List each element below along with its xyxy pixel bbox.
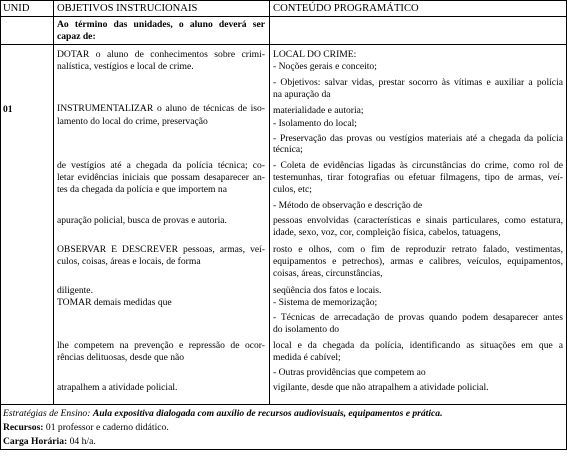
objetivo-line: letar evidências iniciais que possam desaparecer an-	[57, 172, 265, 183]
conteudo-line: - Isolamento do local;	[273, 118, 357, 129]
conteudo-line: coisas, áreas, circunstâncias,	[273, 268, 383, 279]
conteudo-line: LOCAL DO CRIME:	[273, 49, 357, 60]
conteudo-line: do isolamento do	[273, 324, 340, 335]
objetivo-line: diligente.	[57, 285, 93, 296]
conteudo-line: na apuração da	[273, 89, 331, 100]
intro-row-bottom-border	[0, 44, 567, 45]
objetivo-line: tes da chegada da polícia e que importem na	[57, 184, 227, 195]
objetivo-line: nalística, vestígios e local de crime.	[57, 61, 194, 72]
conteudo-line: - Sistema de memorização;	[273, 297, 378, 308]
conteudo-line: culos, etc;	[273, 184, 312, 195]
conteudo-line: vigilante, desde que não atrapalhem a atividade policial.	[273, 382, 489, 393]
conteudo-line: pessoas envolvidas (características e sinais particulares, como estatura,	[273, 215, 563, 226]
estrategias-line	[3, 408, 442, 419]
objetivo-line: apuração policial, busca de provas e autoria.	[57, 215, 227, 226]
header-unid: UNID	[3, 3, 30, 14]
header-bottom-border	[0, 16, 567, 17]
conteudo-line: - Preservação das provas ou vestígios materiais até a chegada da polícia	[273, 133, 563, 144]
objetivo-line: de vestígios até a chegada da polícia técnica; co-	[57, 160, 265, 171]
conteudo-line: local e da chegada da polícia, identificando as situações em que a	[273, 340, 563, 351]
conteudo-line: - Técnicas de arrecadação de provas quando podem desaparecer antes	[273, 312, 563, 323]
table-left-border	[0, 0, 1, 450]
conteudo-line: técnica;	[273, 144, 303, 155]
col-divider-unid	[53, 0, 54, 405]
objetivo-line: atrapalhem a atividade policial.	[57, 382, 178, 393]
objetivo-line: INSTRUMENTALIZAR o aluno de técnicas de iso-	[57, 103, 265, 114]
header-conteudo: CONTEÚDO PROGRAMÁTICO	[273, 3, 419, 14]
objetivo-line: OBSERVAR E DESCREVER pessoas, armas, veí-	[57, 244, 265, 255]
footer-bottom-border	[0, 449, 567, 450]
objetivo-line: lhe competem na prevenção e repressão de ocor-	[57, 340, 265, 351]
carga-horaria-text: 04 h/a.	[69, 436, 96, 447]
conteudo-line: seqüência dos fatos e locais.	[273, 285, 382, 296]
conteudo-line: idade, sexo, voz, cor, compleição física, cabelos, tatuagens,	[273, 227, 501, 238]
estrategias-text: Aula expositiva dialogada com auxílio de recursos audiovisuais, equipamentos e prática.	[92, 408, 443, 419]
conteudo-line: - Noções gerais e conceito;	[273, 61, 377, 72]
header-objetivos: OBJETIVOS INSTRUCIONAIS	[57, 3, 198, 14]
col-divider-objetivos	[269, 0, 270, 405]
conteudo-line: - Objetivos: salvar vidas, prestar socorro às vítimas e auxiliar a polícia	[273, 77, 563, 88]
conteudo-line: equipamentos e petrechos), armas e calibres, veículos, equipamentos,	[273, 256, 563, 267]
table-body-bottom-border	[0, 404, 567, 405]
unit-number: 01	[3, 104, 13, 115]
recursos-label: Recursos:	[3, 422, 44, 433]
intro-line-2: capaz de:	[57, 31, 96, 42]
conteudo-line: - Coleta de evidências ligadas às circunstâncias do crime, como rol de	[273, 160, 563, 171]
carga-horaria-label: Carga Horária:	[3, 436, 68, 447]
conteudo-line: - Método de observação e descrição de	[273, 200, 423, 211]
recursos-line	[3, 422, 169, 433]
objetivo-line: culos, coisas, áreas e locais, de forma	[57, 256, 201, 267]
intro-line-1: Ao término das unidades, o aluno deverá ser	[57, 19, 265, 30]
table-top-border	[0, 0, 567, 1]
conteudo-line: materialidade e autoria;	[273, 105, 364, 116]
objetivo-line: DOTAR o aluno de conhecimentos sobre crimi-	[57, 49, 265, 60]
conteudo-line: medida é cabível;	[273, 352, 341, 363]
carga-horaria-line	[3, 436, 96, 447]
recursos-text: 01 professor e caderno didático.	[45, 422, 169, 433]
conteudo-line: testemunhas, tirar fotografias ou efetuar filmagens, tipo de armas, veí-	[273, 172, 563, 183]
estrategias-label: Estratégias de Ensino:	[3, 408, 91, 419]
objetivo-line: lamento do local do crime, preservação	[57, 116, 208, 127]
objetivo-line: rências delituosas, desde que não	[57, 352, 185, 363]
conteudo-line: - Outras providências que competem ao	[273, 367, 426, 378]
conteudo-line: rosto e olhos, com o fim de reproduzir retrato falado, vestimentas,	[273, 244, 563, 255]
objetivo-line: TOMAR demais medidas que	[57, 297, 172, 308]
